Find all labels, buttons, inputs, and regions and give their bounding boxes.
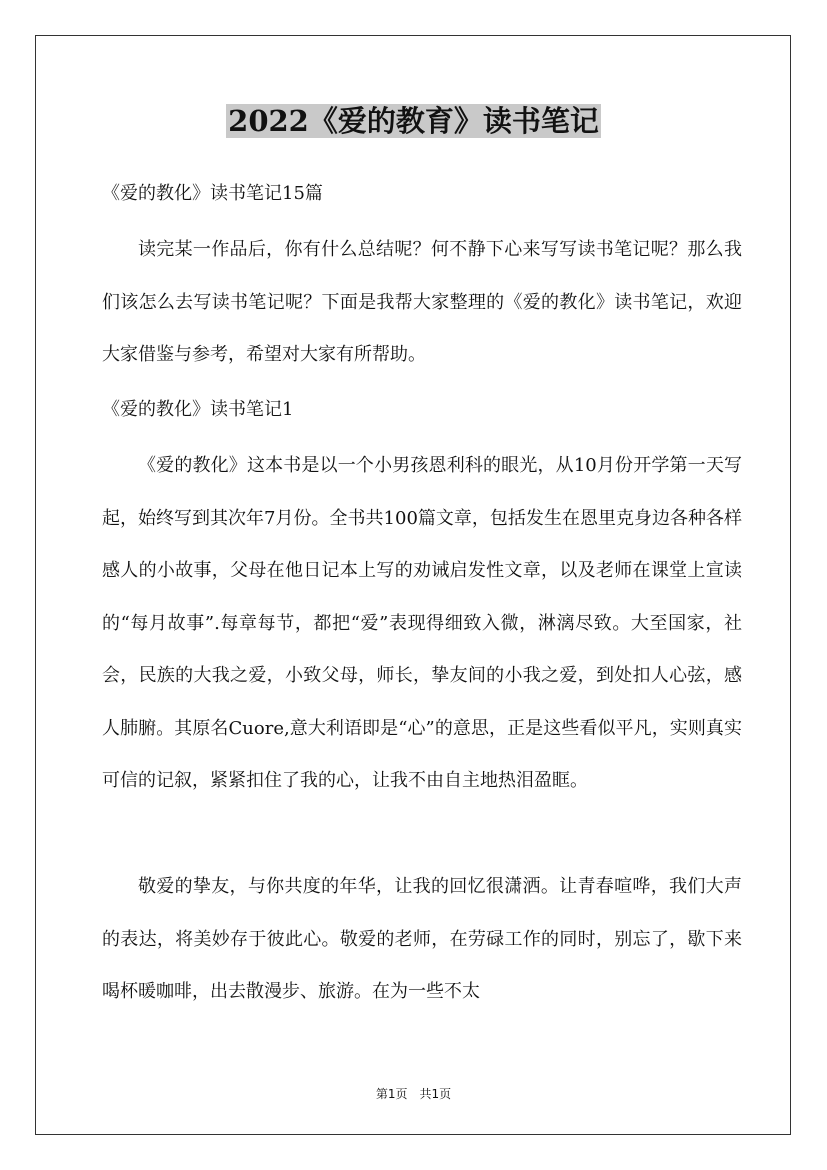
document-title bbox=[0, 98, 827, 144]
document-title-text: 2022《爱的教育》读书笔记 bbox=[228, 104, 599, 138]
intro-paragraph: 读完某一作品后，你有什么总结呢？何不静下心来写写读书笔记呢？那么我们该怎么去写读书笔记呢？下面是我帮大家整理的《爱的教化》读书笔记，欢迎大家借鉴与参考，希望对大家有所帮助。 bbox=[102, 239, 742, 365]
section-heading: 《爱的教化》读书笔记1 bbox=[102, 399, 294, 420]
body-paragraph-1: 《爱的教化》这本书是以一个小男孩恩利科的眼光，从10月份开学第一天写起，始终写到其次年7月份。全书共100篇文章，包括发生在恩里克身边各种各样感人的小故事，父母在他日记本上写的劝诫启发性文章，以及老师在课堂上宣读的“每月故事”.每章每节，都把“爱”表现得细致入微，淋漓尽致。大至国家，社会，民族的大我之爱，小致父母，师长，挚友间的小我之爱，到处扣人心弦，感人肺腑。其原名Cuore,意大利语即是“心”的意思，正是这些看似平凡，实则真实可信的记叙，紧紧扣住了我的心，让我不由自主地热泪盈眶。 bbox=[102, 455, 742, 791]
page-footer: 第1页 共1页 bbox=[375, 1087, 452, 1101]
document-subtitle: 《爱的教化》读书笔记15篇 bbox=[102, 183, 323, 204]
body-paragraph-2: 敬爱的挚友，与你共度的年华，让我的回忆很潇洒。让青春喧哗，我们大声的表达，将美妙存于彼此心。敬爱的老师，在劳碌工作的同时，别忘了，歇下来喝杯暖咖啡，出去散漫步、旅游。在为一些不太 bbox=[102, 876, 742, 1002]
